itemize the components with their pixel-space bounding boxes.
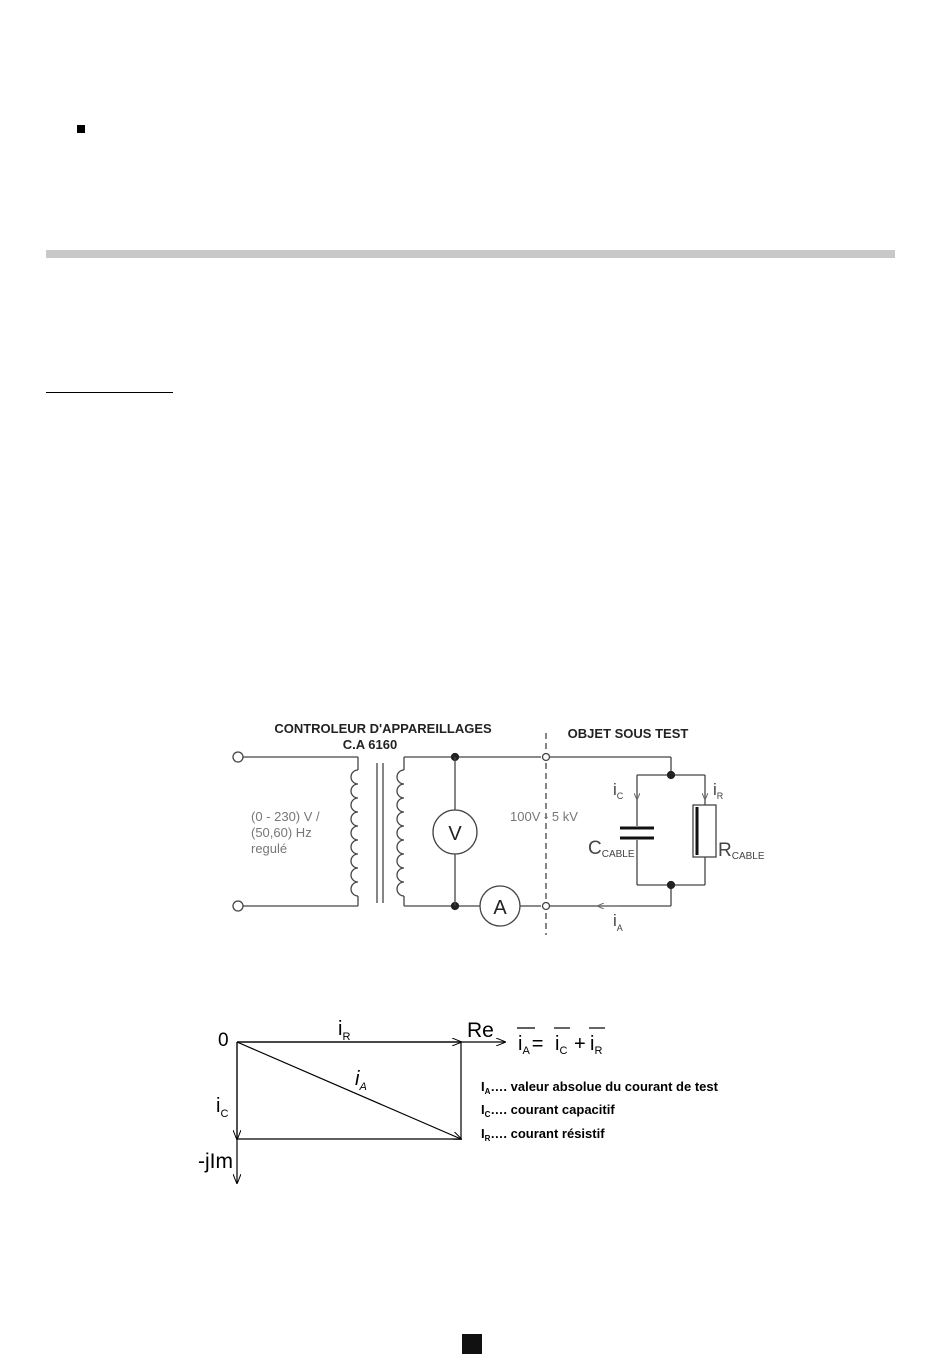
- input-terminal-bottom: [233, 901, 243, 911]
- ia-phasor-label: $i_A$: [355, 1068, 367, 1093]
- svg-text:iC: $i_C$: [555, 1033, 568, 1057]
- svg-text:iA=: $i_A$ =: [518, 1033, 544, 1057]
- resistor-label: RCABLE: [718, 840, 765, 862]
- legend-ir: $I_R\dots$. courant résistif: [481, 1126, 605, 1143]
- input-terminal-top: [233, 752, 243, 762]
- svg-text:+: +: [574, 1033, 586, 1055]
- page-number-box: [462, 1334, 482, 1354]
- test-voltage-range: 100V - 5 kV: [510, 809, 578, 824]
- junction-node: [668, 772, 675, 779]
- supply-frequency-label: (50,60) Hz: [251, 825, 312, 840]
- phasor-origin: 0: [218, 1030, 229, 1051]
- legend-ic: $I_C\dots$. courant capacitif: [481, 1102, 615, 1119]
- ammeter-label: A: [493, 897, 507, 919]
- ic-phasor-label: $i_C$: [216, 1095, 229, 1120]
- supply-voltage-label: (0 - 230) V /: [251, 809, 320, 824]
- ir-label: $i_R$: [713, 780, 724, 801]
- controller-model: C.A 6160: [342, 737, 398, 752]
- imaginary-axis-label: -jIm: [198, 1150, 233, 1173]
- controller-title: CONTROLEUR D'APPAREILLAGES: [274, 721, 492, 736]
- ir-phasor-label: $i_R$: [338, 1018, 351, 1043]
- output-terminal-top: [543, 754, 550, 761]
- phasor-diagram: [237, 1042, 505, 1183]
- test-object-title: OBJET SOUS TEST: [567, 726, 689, 741]
- vector-equation: [517, 1028, 605, 1057]
- transformer-primary-coil: [351, 757, 358, 906]
- ic-label: $i_C$: [613, 780, 624, 801]
- legend-ia: $I_A\dots$. valeur absolue du courant de test: [481, 1079, 718, 1096]
- voltmeter-label: V: [448, 823, 462, 845]
- capacitor-label: CCABLE: [588, 838, 635, 860]
- junction-node: [668, 882, 675, 889]
- transformer-secondary-coil: [397, 757, 404, 906]
- real-axis-label: Re: [467, 1019, 494, 1042]
- supply-regulated-label: regulé: [251, 841, 288, 856]
- svg-text:iR: $i_R$: [590, 1033, 603, 1057]
- ia-label: $i_A$: [613, 911, 623, 933]
- transformer-core: [377, 763, 383, 903]
- ia-phasor: [237, 1042, 461, 1139]
- output-terminal-bottom: [543, 903, 550, 910]
